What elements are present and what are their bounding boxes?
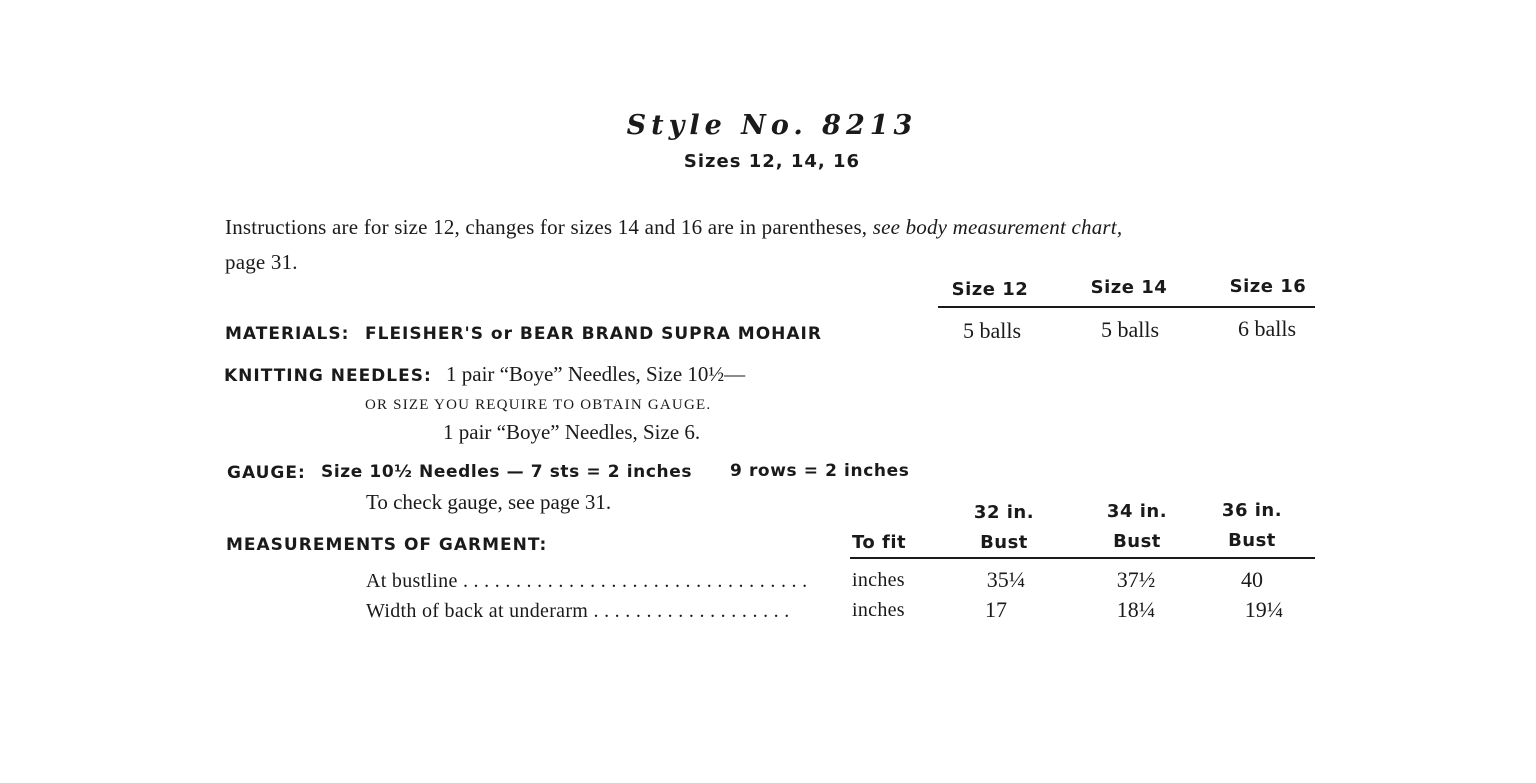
size-header-16: Size 16 <box>1229 276 1307 297</box>
measure-row-1-unit: inches <box>852 569 905 591</box>
measurements-label: MEASUREMENTS OF GARMENT: <box>226 535 548 555</box>
intro-text: Instructions are for size 12, changes for sizes 14 and 16 are in parentheses, <box>225 215 873 239</box>
needles-line-3: 1 pair “Boye” Needles, Size 6. <box>443 420 701 444</box>
gauge-rows: 9 rows = 2 inches <box>730 461 910 481</box>
gauge-stitches: Size 10½ Needles — 7 sts = 2 inches <box>321 462 693 482</box>
measure-row-2-label: Width of back at underarm . . . . . . . . . . . . . . . . . . . <box>366 600 790 622</box>
measure-row-2-unit: inches <box>852 599 905 621</box>
measure-row-2-value-36: 19¼ <box>1244 597 1284 622</box>
needles-line-2: OR SIZE YOU REQUIRE TO OBTAIN GAUGE. <box>365 397 712 413</box>
size-header-14: Size 14 <box>1090 277 1168 298</box>
size-header-rule <box>938 306 1315 308</box>
size-header-12: Size 12 <box>951 279 1029 300</box>
bust-size-32: 32 in. <box>973 502 1035 523</box>
page-title: Style No. 8213 <box>626 110 918 141</box>
gauge-label: GAUGE: <box>227 463 306 483</box>
bust-size-36: 36 in. <box>1221 500 1283 521</box>
materials-yarn: FLEISHER'S or BEAR BRAND SUPRA MOHAIR <box>365 324 822 344</box>
bust-size-34: 34 in. <box>1106 501 1168 522</box>
measure-row-1-value-34: 37½ <box>1116 567 1156 592</box>
materials-label: MATERIALS: <box>225 324 350 344</box>
gauge-check: To check gauge, see page 31. <box>366 490 612 514</box>
bust-label-34: Bust <box>1113 531 1161 552</box>
measure-row-2-value-34: 18¼ <box>1116 597 1156 622</box>
measurements-rule <box>850 557 1315 559</box>
needles-label: KNITTING NEEDLES: <box>224 366 432 386</box>
measure-row-1-label: At bustline . . . . . . . . . . . . . . . . . . . . . . . . . . . . . . . . . <box>366 570 808 592</box>
materials-qty-12: 5 balls <box>962 318 1022 343</box>
materials-qty-14: 5 balls <box>1100 317 1160 342</box>
intro-paragraph <box>225 210 1320 280</box>
page-subtitle: Sizes 12, 14, 16 <box>683 151 861 172</box>
bust-label-32: Bust <box>980 532 1028 553</box>
needles-line-1: 1 pair “Boye” Needles, Size 10½— <box>446 362 746 386</box>
intro-italic: see body measurement chart, <box>872 215 1123 239</box>
materials-qty-16: 6 balls <box>1237 316 1297 341</box>
measure-row-1-value-32: 35¼ <box>986 567 1026 592</box>
bust-label-36: Bust <box>1228 530 1276 551</box>
measure-row-2-value-32: 17 <box>985 597 1007 622</box>
measure-row-1-value-36: 40 <box>1241 567 1263 592</box>
to-fit-label: To fit <box>852 532 907 553</box>
intro-tail: page 31. <box>225 250 298 274</box>
